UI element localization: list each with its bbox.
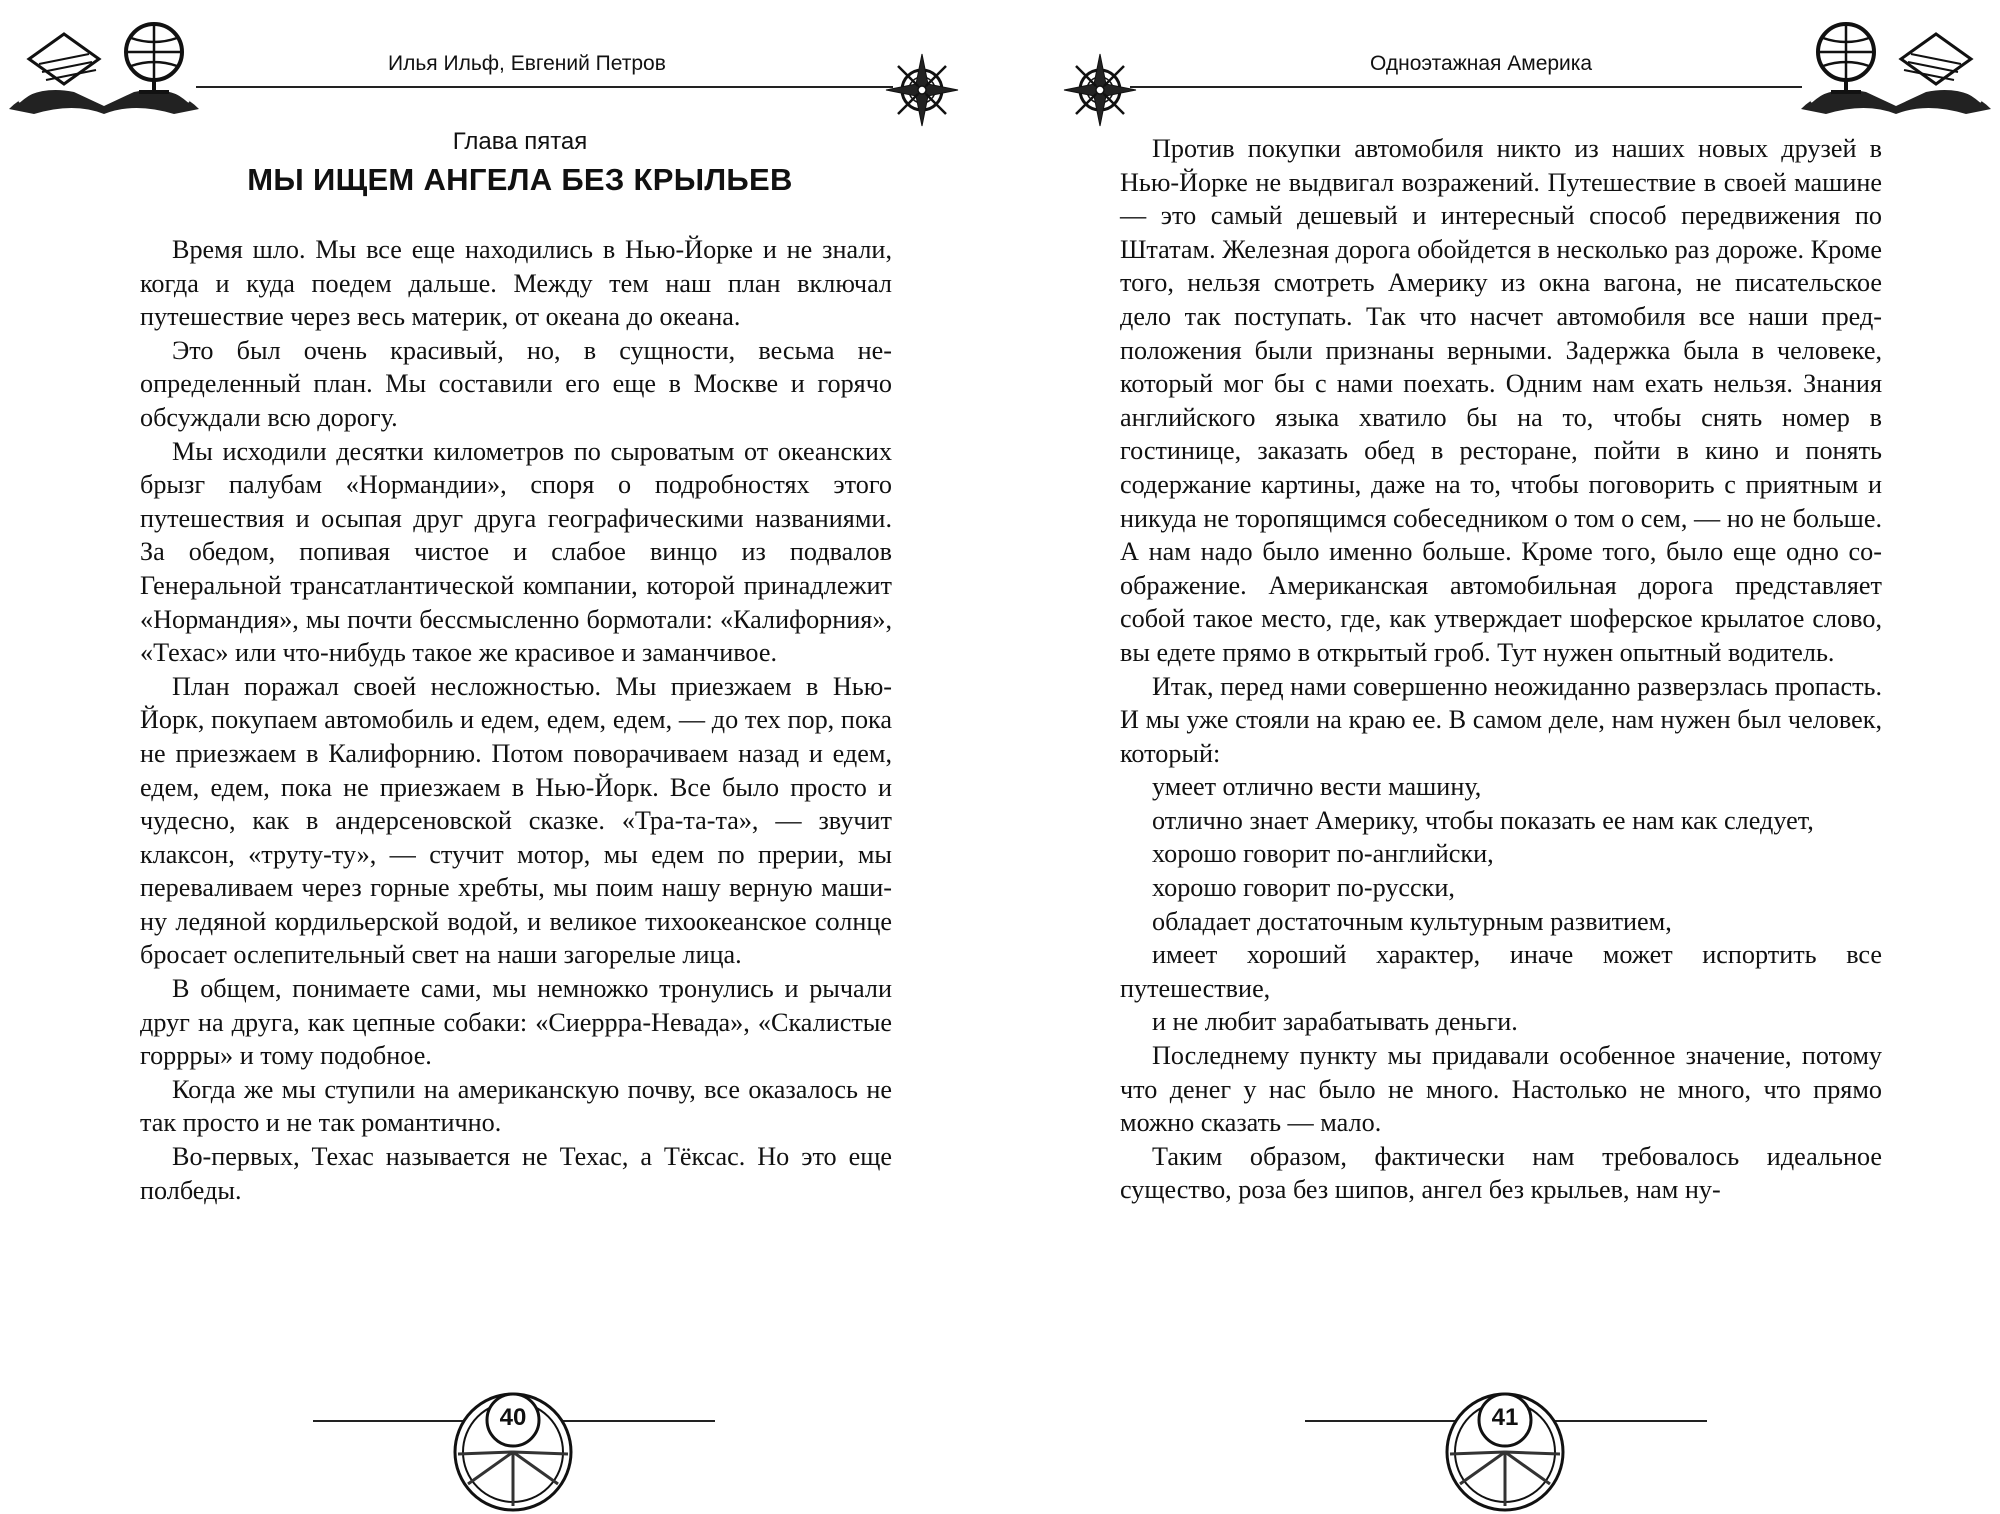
paragraph: Последнему пункту мы придавали особенное значение, потому что денег у нас было не много. Настолько не много, что прямо можно сказать — мало.	[1120, 1041, 1882, 1138]
paragraph: Против покупки автомобиля никто из наших новых друзей в Нью-Йорке не выдвигал возражений. Путешествие в своей машине — это самый дешевый и интересный способ передвижения по Штатам. Железная дорога обойдется в несколько раз дороже. Кроме того, нельзя смотреть Америку из окна вагона, не писательское дело так поступать. Так что насчет автомобиля все наши предположения были признаны верными. Задержка была в человеке, который мог бы с нами поехать. Одним нам ехать нельзя. Знания английского языка хватило бы на то, чтобы снять номер в гостинице, заказать обед в ресторане, пойти в кино и понять содержание картины, даже на то, чтобы поговорить с приятным и никуда не торопящимся собеседником о том о сем, — но не больше. А нам надо было именно больше. Кроме того, было еще одно соображение. Американская автомобильная дорога представляет собой такое место, где, как утверждает шоферское крылатое слово, вы едете прямо в открытый гроб. Тут нужен опытный водитель.	[1120, 134, 1882, 667]
book-globe-emblem-icon	[4, 14, 204, 124]
paragraph: План поражал своей несложностью. Мы приезжаем в Нью-Йорк, покупаем автомобиль и едем, едем, едем, — до тех пор, пока не приезжаем в Калифорнию. Потом поворачиваем назад и едем, едем, едем, пока не приезжаем в Нью-Йорк. Все было просто и чудесно, как в андерсеновской сказке. «Тра-та-та», — звучит клаксон, «труту-ту», — стучит мотор, мы едем по прерии, мы переваливаем через горные хребты, мы поим нашу верную машину ледяной кордильерской водой, и великое тихоокеанское солнце бросает ослепительный свет на наши загорелые лица.	[140, 671, 892, 970]
list-item: отлично знает Америку, чтобы показать ее нам как следует,	[1152, 805, 1814, 835]
list-item: хорошо говорит по-английски,	[1152, 839, 1494, 869]
left-page	[0, 0, 1000, 1511]
compass-rose-icon	[884, 52, 960, 128]
compass-rose-icon	[1062, 52, 1138, 128]
header-rule	[1130, 86, 1802, 88]
paragraph: Во-первых, Техас называется не Техас, а Тёксас. Но это еще полбеды.	[140, 1142, 892, 1205]
chapter-label: Глава пятая	[452, 128, 588, 155]
book-globe-emblem-icon	[1796, 14, 1996, 124]
paragraph: Время шло. Мы все еще находились в Нью-Йорке и не знали, когда и куда поедем дальше. Между тем наш план включал путешествие через весь материк, от океана до океана.	[140, 235, 892, 332]
running-head: Одноэтажная Америка	[1370, 52, 1593, 75]
list-item: и не любит зарабатывать деньги.	[1152, 1007, 1518, 1037]
paragraph: В общем, понимаете сами, мы немножко тронулись и рычали друг на друга, как цепные собаки: «Сиеррра-Невада», «Скалистые горрры» и тому подобное.	[140, 974, 892, 1071]
paragraph: Таким образом, фактически нам требовалось идеальное существо, роза без шипов, ангел без крыльев, нам ну-	[1120, 1141, 1882, 1205]
paragraph: Это был очень красивый, но, в сущности, весьма неопределенный план. Мы составили его еще в Москве и горячо обсуждали всю дорогу.	[140, 335, 892, 432]
list-item: имеет хороший характер, иначе может испортить все путешествие,	[1120, 940, 1882, 1003]
list-item: хорошо говорит по-русски,	[1152, 873, 1455, 903]
paragraph: Когда же мы ступили на американскую почву, все оказалось не так просто и не так романтично.	[140, 1074, 892, 1138]
list-item: обладает достаточным культурным развитием,	[1152, 906, 1672, 936]
paragraph: Итак, перед нами совершенно неожиданно разверзлась пропасть. И мы уже стояли на краю ее. В самом деле, нам нужен был человек, который:	[1120, 671, 1882, 768]
page-number: 41	[1491, 1404, 1519, 1431]
page-number: 40	[499, 1404, 527, 1431]
chapter-title: МЫ ИЩЕМ АНГЕЛА БЕЗ КРЫЛЬЕВ	[247, 162, 793, 197]
right-page	[1000, 0, 2000, 1511]
right-body-text	[1120, 132, 1882, 1207]
running-head: Илья Ильф, Евгений Петров	[388, 52, 666, 75]
left-body-text	[140, 233, 892, 1207]
paragraph: Мы исходили десятки километров по сыроватым от океанских брызг палубам «Нормандии», споря о подробностях этого путешествия и осыпая друг друга географическими названиями. За обедом, попивая чистое и слабое винцо из подвалов Генеральной трансатлантической компании, которой принадлежит «Нормандия», мы почти бессмысленно бормотали: «Калифорния», «Техас» или что-нибудь такое же красивое и заманчивое.	[140, 436, 892, 668]
header-rule	[196, 86, 893, 88]
list-item: умеет отлично вести машину,	[1152, 772, 1482, 802]
